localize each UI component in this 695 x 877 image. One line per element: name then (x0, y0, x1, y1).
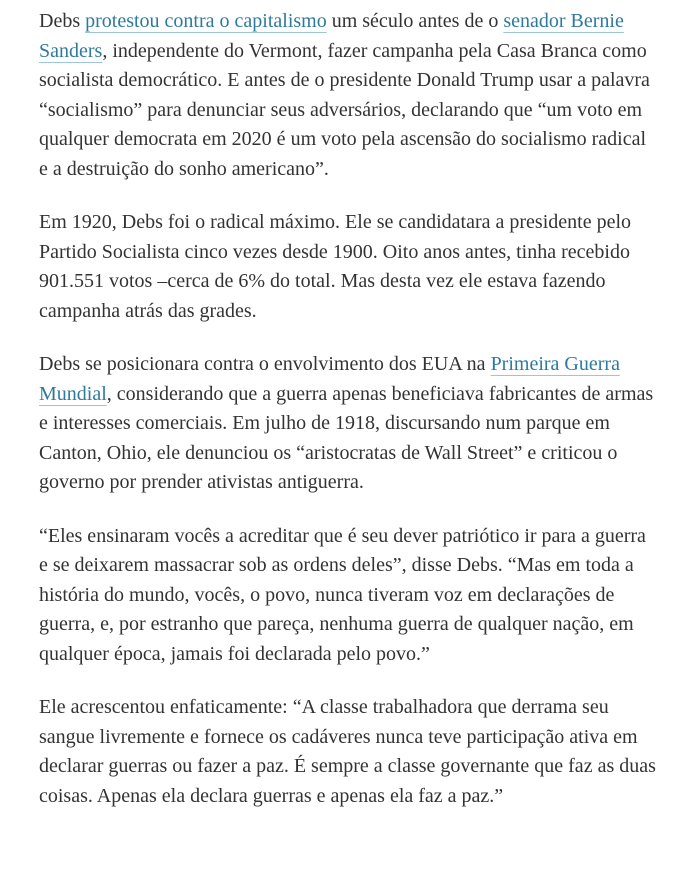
paragraph-quote-eles-ensinaram (39, 522, 657, 670)
paragraph-primeira-guerra (39, 350, 657, 498)
link-primeira-guerra-mundial[interactable]: Primeira Guerra Mundial (39, 353, 620, 405)
text-segment: “Eles ensinaram vocês a acreditar que é seu dever patriótico ir para a guerra e se deixarem massacrar sob as ordens deles”, disse Debs. “Mas em toda a história do mundo, vocês, o povo, nunca tiveram voz em declarações de guerra, e, por estranho que pareça, nenhuma guerra de qualquer nação, em qualquer época, jamais foi declarada pelo povo.” (39, 524, 646, 665)
paragraph-debs-intro (39, 7, 657, 184)
text-segment: , independente do Vermont, fazer campanha pela Casa Branca como socialista democrático. E antes de o presidente Donald Trump usar a palavra “socialismo” para denunciar seus adversários, declarando que “um voto em qualquer democrata em 2020 é um voto pela ascensão do socialismo radical e a destruição do sonho americano”. (39, 39, 650, 180)
text-segment: um século antes de o (326, 10, 504, 32)
text-segment: Em 1920, Debs foi o radical máximo. Ele se candidatara a presidente pelo Partido Socialista cinco vezes desde 1900. Oito anos antes, tinha recebido 901.551 votos –cerca de 6% do total. Mas desta vez ele estava fazendo campanha atrás das grades. (39, 211, 632, 322)
text-segment: Debs (39, 10, 86, 32)
paragraph-1920-radical (39, 208, 657, 326)
paragraph-quote-classe-trabalhadora (39, 693, 657, 811)
link-senador-bernie-sanders[interactable]: senador Bernie Sanders (39, 10, 624, 62)
text-segment: Debs se posicionara contra o envolvimento dos EUA na (39, 353, 491, 375)
text-segment: , considerando que a guerra apenas beneficiava fabricantes de armas e interesses comerciais. Em julho de 1918, discursando num parque em Canton, Ohio, ele denunciou os “aristocratas de Wall Street” e criticou o governo por prender ativistas antiguerra. (39, 382, 654, 493)
link-protestou-contra-o-capitalismo[interactable]: protestou contra o capitalismo (85, 10, 327, 32)
text-segment: Ele acrescentou enfaticamente: “A classe trabalhadora que derrama seu sangue livremente e fornece os cadáveres nunca teve participação ativa em declarar guerras ou fazer a paz. É sempre a classe governante que faz as duas coisas. Apenas ela declara guerras e apenas ela faz a paz.” (39, 696, 656, 807)
